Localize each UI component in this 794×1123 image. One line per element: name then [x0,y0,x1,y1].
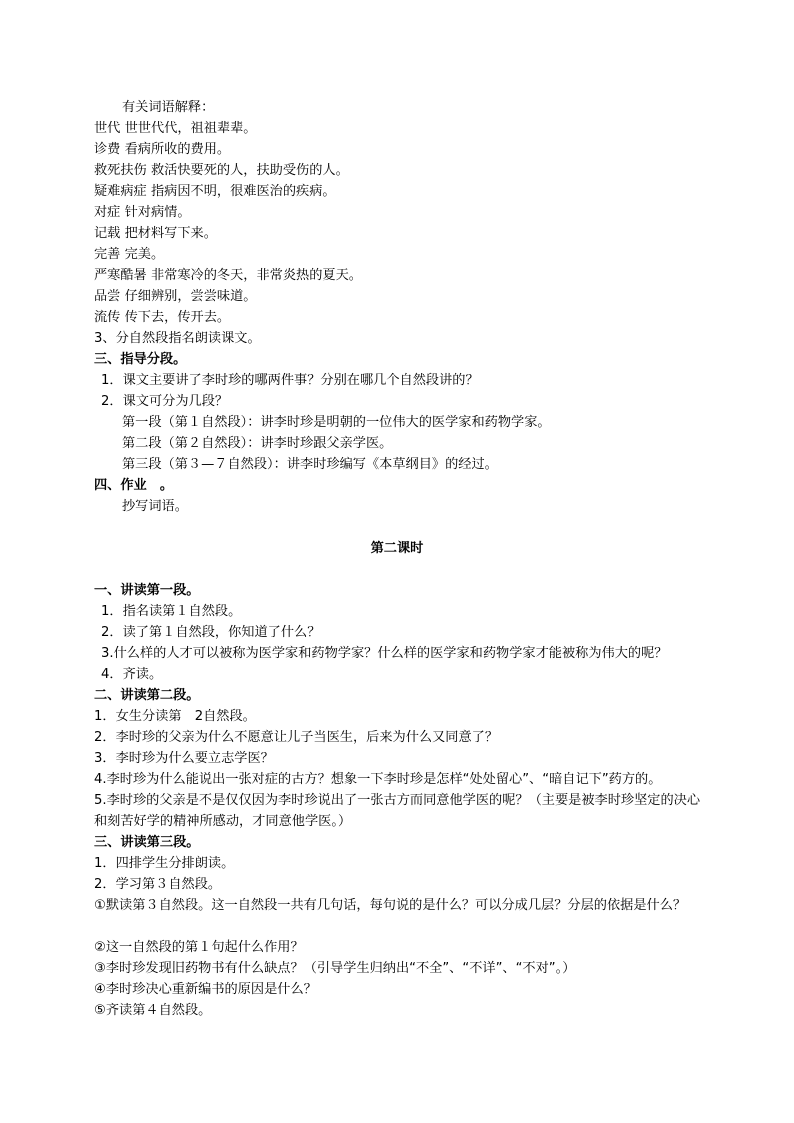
question-item: 2．读了第１自然段，你知道了什么？ [101,625,321,640]
question-item: 2．学习第３自然段。 [94,877,222,892]
paragraph-division: 第一段（第１自然段）：讲李时珍是明朝的一位伟大的医学家和药物学家。 [122,415,551,430]
vocab-item: 流传 传下去，传开去。 [94,310,231,325]
question-item: 1．课文主要讲了李时珍的哪两件事？分别在哪几个自然段讲的？ [101,373,479,388]
vocab-item: 对症 针对病情。 [94,205,191,220]
question-item: 1．指名读第１自然段。 [101,604,242,619]
vocab-item: 记载 把材料写下来。 [94,226,217,241]
vocab-item: 世代 世世代代，祖祖辈辈。 [94,121,257,136]
question-item: 2．李时珍的父亲为什么不愿意让儿子当医生，后来为什么又同意了？ [94,730,499,745]
question-item: 2．课文可分为几段？ [101,394,229,409]
question-item: 1．女生分读第 2自然段。 [94,709,256,724]
vocab-item: 品尝 仔细辨别，尝尝味道。 [94,289,257,304]
paragraph-division: 第二段（第２自然段）：讲李时珍跟父亲学医。 [122,436,393,451]
sub-question-item: ③李时珍发现旧药物书有什么缺点？（引导学生归纳出“不全”、“不详”、“不对”。） [94,961,576,976]
vocab-heading: 有关词语解释： [122,100,215,115]
section-heading: 三、讲读第三段。 [94,835,200,850]
section-heading: 四、作业 。 [94,478,174,493]
section-heading: 三、指导分段。 [94,352,187,367]
sub-question-item: ⑤齐读第４自然段。 [94,1003,212,1018]
question-item: 3．李时珍为什么要立志学医？ [94,751,274,766]
section-heading: 二、讲读第二段。 [94,688,200,703]
question-item: 1．四排学生分排朗读。 [94,856,235,871]
section-heading: 一、讲读第一段。 [94,583,200,598]
vocab-item: 诊费 看病所收的费用。 [94,142,231,157]
question-item: 3.什么样的人才可以被称为医学家和药物学家？什么样的医学家和药物学家才能被称为伟大的呢？ [101,646,668,661]
question-item: 4．齐读。 [101,667,163,682]
vocab-item: 疑难病症 指病因不明，很难医治的疾病。 [94,184,336,199]
vocab-item: 严寒酷暑 非常寒冷的冬天，非常炎热的夏天。 [94,268,362,283]
homework-text: 抄写词语。 [122,499,188,514]
vocab-item: 救死扶伤 救活快要死的人，扶助受伤的人。 [94,163,349,178]
question-item: 4.李时珍为什么能说出一张对症的古方？想象一下李时珍是怎样“处处留心”、“暗自记下”药方的。 [94,772,662,787]
paragraph-division: 第三段（第３—７自然段）：讲李时珍编写《本草纲目》的经过。 [122,457,498,472]
sub-question-item: ①默读第３自然段。这一自然段一共有几句话，每句说的是什么？可以分成几层？分层的依据是什么？ [94,898,687,913]
question-item: 5.李时珍的父亲是不是仅仅因为李时珍说出了一张古方而同意他学医的呢？（主要是被李时珍坚定的决心和刻苦好学的精神所感动，才同意他学医。） [94,793,701,829]
sub-question-item: ④李时珍决心重新编书的原因是什么？ [94,982,317,997]
sub-question-item: ②这一自然段的第１句起什么作用？ [94,940,304,955]
step-text: 3、分自然段指名朗读课文。 [94,331,261,346]
vocab-item: 完善 完美。 [94,247,165,262]
lesson-title: 第二课时 [370,541,424,556]
